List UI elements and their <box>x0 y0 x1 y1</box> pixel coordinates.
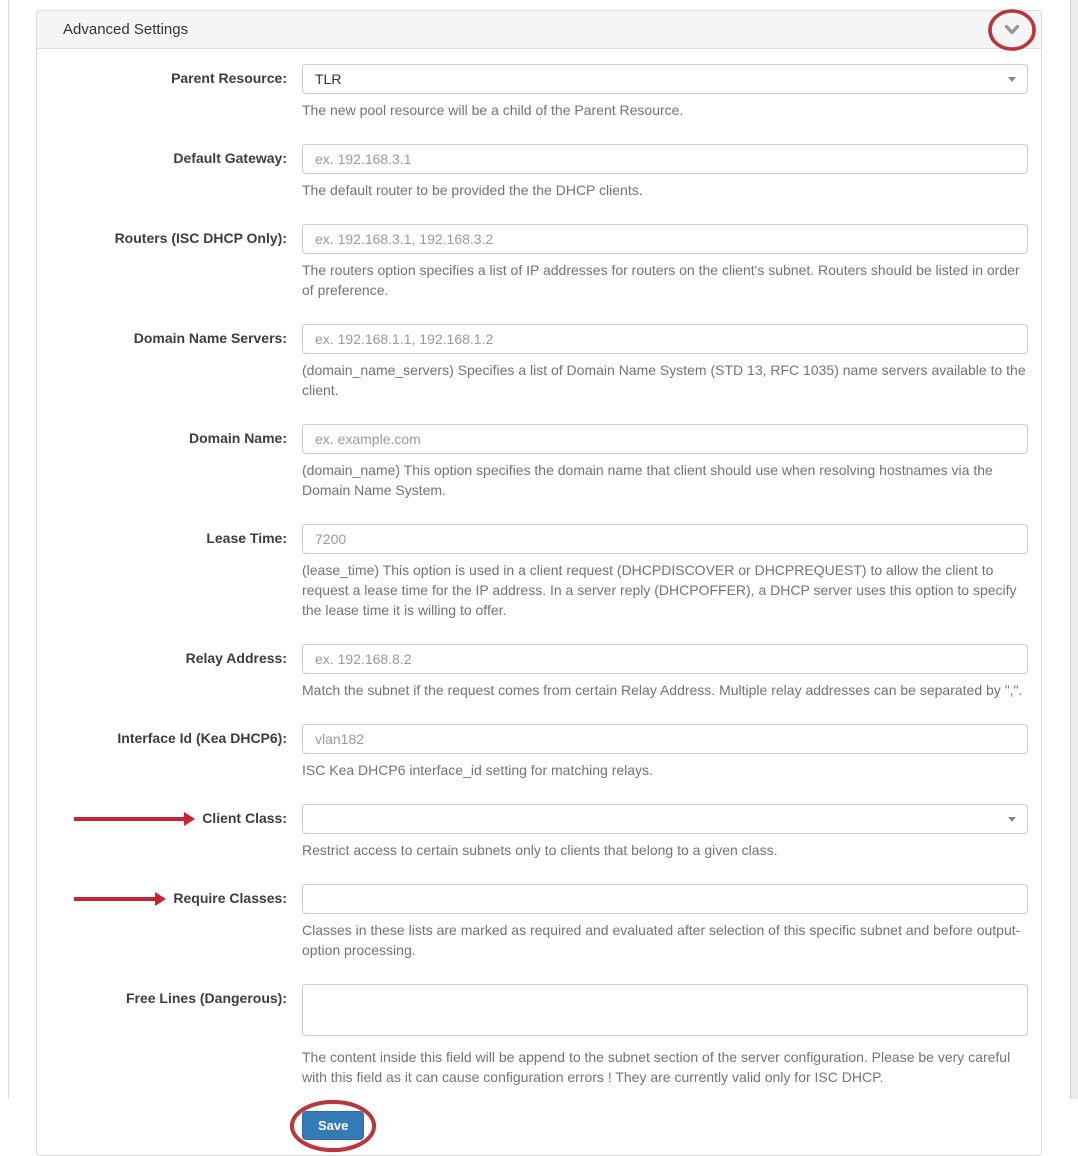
label-col <box>52 324 287 347</box>
red-arrow-shaft <box>74 817 184 821</box>
field-help-text: Match the subnet if the request comes from certain Relay Address. Multiple relay addresses can be separated by ",". <box>302 682 1023 698</box>
control-col <box>302 324 1028 400</box>
field-label-default-gateway: Default Gateway: <box>173 150 287 166</box>
label-col <box>52 984 287 1007</box>
form-row-interface-id-kea-dhcp6 <box>52 724 1028 780</box>
label-col <box>52 424 287 447</box>
label-col <box>52 644 287 667</box>
page-left-divider <box>8 0 9 1099</box>
relay-address-input[interactable] <box>302 644 1028 674</box>
form-row-default-gateway <box>52 144 1028 200</box>
control-col <box>302 884 1028 960</box>
field-help-text: The content inside this field will be append to the subnet section of the server configuration. Please be very careful with this field as it can cause configuration errors ! They are currently valid only for ISC DHCP. <box>302 1049 1011 1085</box>
field-label-domain-name: Domain Name: <box>188 430 287 446</box>
field-help-text: ISC Kea DHCP6 interface_id setting for matching relays. <box>302 762 653 778</box>
label-col <box>52 804 287 827</box>
red-arrow-head <box>155 892 166 906</box>
panel-body <box>37 49 1041 1155</box>
red-arrow-shaft <box>74 897 155 901</box>
field-help-text: (lease_time) This option is used in a client request (DHCPDISCOVER or DHCPREQUEST) to allow the client to request a lease time for the IP address. In a server reply (DHCPOFFER), a DHCP server uses this option to specify the lease time it is willing to offer. <box>302 562 1017 618</box>
label-col <box>52 884 287 907</box>
field-help-text: The new pool resource will be a child of the Parent Resource. <box>302 102 684 118</box>
field-help-text: Restrict access to certain subnets only to clients that belong to a given class. <box>302 842 778 858</box>
field-help-text: The routers option specifies a list of IP addresses for routers on the client's subnet. Routers should be listed in order of preference. <box>302 262 1020 298</box>
field-help-text: Classes in these lists are marked as required and evaluated after selection of this specific subnet and before output-option processing. <box>302 922 1021 958</box>
field-label-routers-isc-dhcp-only: Routers (ISC DHCP Only): <box>114 230 287 246</box>
label-col <box>52 524 287 547</box>
field-help-text: (domain_name) This option specifies the domain name that client should use when resolving hostnames via the Domain Name System. <box>302 462 993 498</box>
save-row <box>52 1111 1028 1140</box>
scrollbar-track-edge <box>1070 0 1078 1099</box>
field-label-parent-resource: Parent Resource: <box>171 70 287 86</box>
field-label-interface-id-kea-dhcp6: Interface Id (Kea DHCP6): <box>117 730 287 746</box>
field-label-lease-time: Lease Time: <box>206 530 287 546</box>
lease-time-input[interactable] <box>302 524 1028 554</box>
form-row-lease-time <box>52 524 1028 620</box>
domain-name-input[interactable] <box>302 424 1028 454</box>
control-col <box>302 224 1028 300</box>
form-row-client-class <box>52 804 1028 860</box>
control-col <box>302 144 1028 200</box>
interface-id-kea-dhcp6-input[interactable] <box>302 724 1028 754</box>
field-label-domain-name-servers: Domain Name Servers: <box>133 330 287 346</box>
control-col <box>302 984 1028 1087</box>
field-label-require-classes: Require Classes: <box>173 890 287 906</box>
label-col <box>52 724 287 747</box>
form-row-domain-name-servers <box>52 324 1028 400</box>
label-col <box>52 144 287 167</box>
panel-title: Advanced Settings <box>63 21 189 38</box>
advanced-settings-panel <box>36 10 1042 1156</box>
control-col <box>302 804 1028 860</box>
free-lines-dangerous-textarea[interactable] <box>302 984 1028 1036</box>
field-label-relay-address: Relay Address: <box>185 650 287 666</box>
save-button[interactable]: Save <box>302 1111 364 1140</box>
label-col <box>52 64 287 87</box>
caret-down-icon <box>1008 77 1016 82</box>
client-class-select[interactable] <box>302 804 1028 834</box>
domain-name-servers-input[interactable] <box>302 324 1028 354</box>
control-col <box>302 724 1028 780</box>
collapse-toggle-button[interactable] <box>997 15 1027 45</box>
control-col <box>302 524 1028 620</box>
form-row-routers-isc-dhcp-only <box>52 224 1028 300</box>
red-arrow-annotation <box>74 892 166 906</box>
form-row-parent-resource <box>52 64 1028 120</box>
caret-down-icon <box>1008 817 1016 822</box>
red-arrow-annotation <box>74 812 195 826</box>
panel-heading[interactable] <box>37 11 1041 49</box>
form-row-require-classes <box>52 884 1028 960</box>
chevron-down-icon <box>1004 24 1020 36</box>
form-row-domain-name <box>52 424 1028 500</box>
require-classes-input[interactable] <box>302 884 1028 914</box>
routers-isc-dhcp-only-input[interactable] <box>302 224 1028 254</box>
selected-value: TLR <box>315 71 342 87</box>
label-col <box>52 224 287 247</box>
parent-resource-select[interactable] <box>302 64 1028 94</box>
form-row-free-lines-dangerous <box>52 984 1028 1087</box>
control-col <box>302 64 1028 120</box>
settings-form <box>52 64 1028 1087</box>
red-arrow-head <box>184 812 195 826</box>
control-col <box>302 424 1028 500</box>
default-gateway-input[interactable] <box>302 144 1028 174</box>
field-label-free-lines-dangerous: Free Lines (Dangerous): <box>125 990 287 1006</box>
field-help-text: The default router to be provided the the DHCP clients. <box>302 182 643 198</box>
field-help-text: (domain_name_servers) Specifies a list of Domain Name System (STD 13, RFC 1035) name servers available to the client. <box>302 362 1026 398</box>
form-row-relay-address <box>52 644 1028 700</box>
control-col <box>302 644 1028 700</box>
field-label-client-class: Client Class: <box>202 810 287 826</box>
